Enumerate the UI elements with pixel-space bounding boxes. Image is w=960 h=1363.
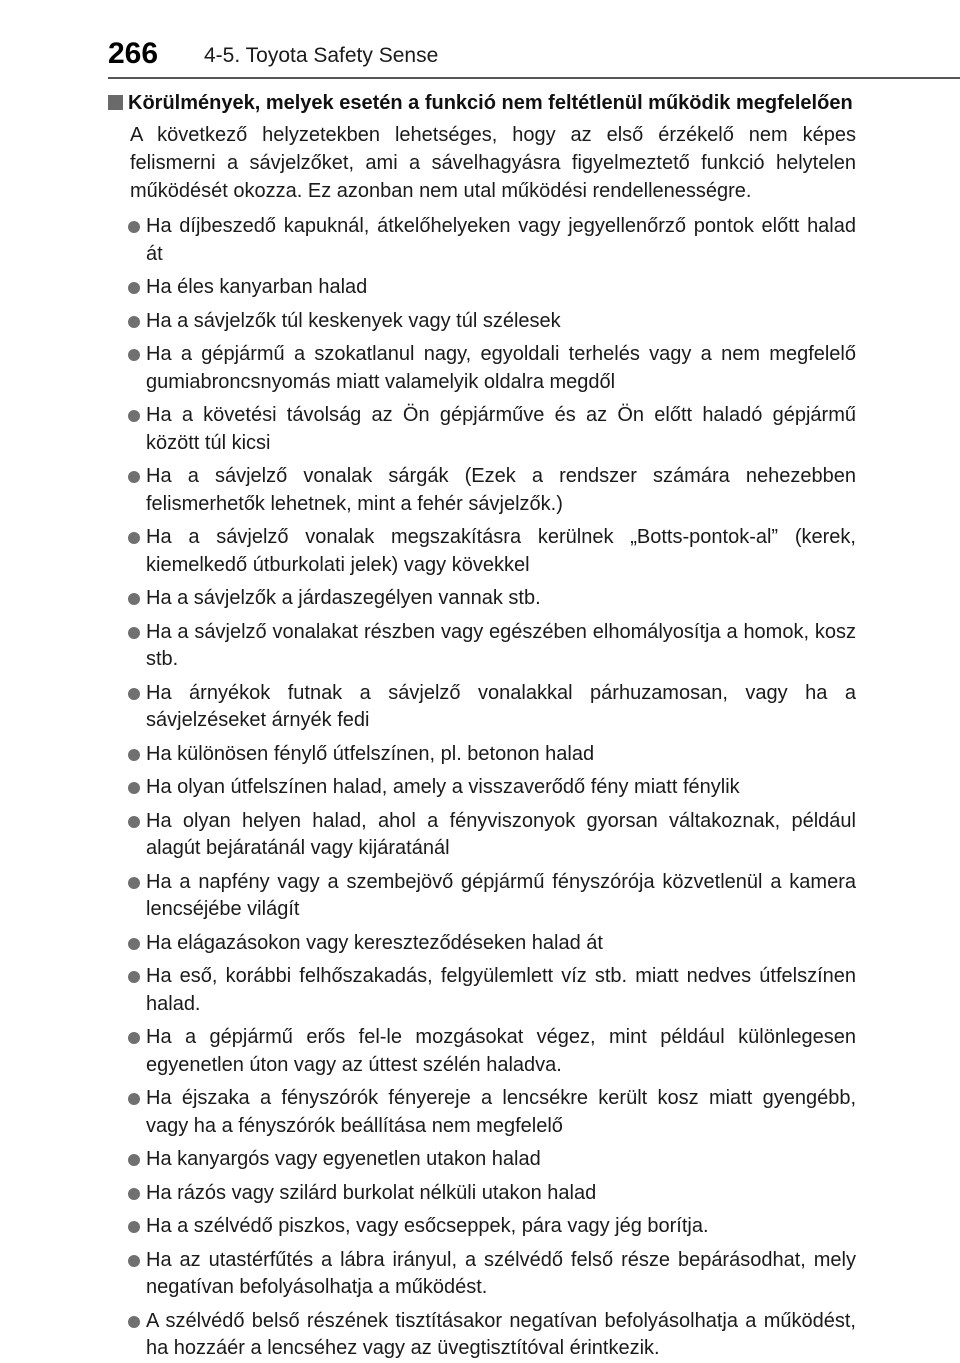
list-item-text: Ha rázós vagy szilárd burkolat nélküli utakon halad: [146, 1181, 597, 1204]
square-bullet-icon: [108, 95, 123, 110]
list-item: [128, 585, 856, 613]
list-item-text: Ha a sávjelző vonalak megszakításra kerülnek „Botts-pontok-al” (kerek, kiemelkedő útburkolati jelek) vagy kövekkel: [146, 526, 856, 576]
bullet-dot-icon: [128, 938, 140, 950]
bullet-dot-icon: [128, 316, 140, 328]
section-title: 4-5. Toyota Safety Sense: [204, 44, 439, 67]
list-item: [128, 1085, 856, 1140]
bullet-dot-icon: [128, 749, 140, 761]
bullet-dot-icon: [128, 971, 140, 983]
bullet-dot-icon: [128, 1255, 140, 1267]
bullet-dot-icon: [128, 1221, 140, 1233]
list-item: [128, 1308, 856, 1363]
list-item-text: Ha a követési távolság az Ön gépjárműve és az Ön előtt haladó gépjármű között túl kicsi: [146, 404, 856, 454]
list-item-text: Ha kanyargós vagy egyenetlen utakon halad: [146, 1148, 541, 1170]
list-item: [128, 869, 856, 924]
list-item-text: Ha a napfény vagy a szembejövő gépjármű fényszórója közvetlenül a kamera lencséjébe világít: [146, 870, 856, 920]
list-item-text: Ha elágazásokon vagy kereszteződéseken halad át: [146, 931, 603, 954]
intro-paragraph: A következő helyzetekben lehetséges, hogy az első érzékelő nem képes felismerni a sávjelzőket, ami a sávelhagyásra figyelmeztető funkció helytelen működését okozza. Ez azonban nem utal működési rendellenességre.: [130, 124, 856, 202]
page-header: [0, 0, 960, 80]
list-item: [128, 308, 856, 336]
bullet-dot-icon: [128, 1316, 140, 1328]
list-item-text: Ha a sávjelző vonalakat részben vagy egészében elhomályosítja a homok, kosz stb.: [146, 620, 856, 670]
header-divider: [108, 77, 960, 79]
list-item: [128, 680, 856, 735]
list-item-text: A szélvédő belső részének tisztításakor negatívan befolyásolhatja a működést, ha hozzáér a lencséhez vagy az üvegtisztítóval érintkezik.: [146, 1309, 856, 1359]
list-item-text: Ha különösen fénylő útfelszínen, pl. betonon halad: [146, 742, 595, 765]
section-heading: [108, 89, 856, 117]
bullet-dot-icon: [128, 593, 140, 605]
list-item: [128, 741, 856, 769]
list-item: [128, 774, 856, 802]
condition-list: [108, 213, 856, 1363]
list-item: [128, 619, 856, 674]
list-item: [128, 524, 856, 579]
list-item-text: Ha a sávjelzők a járdaszegélyen vannak stb.: [146, 587, 541, 609]
list-item-text: Ha a sávjelzők túl keskenyek vagy túl szélesek: [146, 309, 561, 332]
list-item: [128, 213, 856, 268]
list-item: [128, 930, 856, 958]
list-item-text: Ha árnyékok futnak a sávjelző vonalakkal párhuzamosan, vagy ha a sávjelzéseket árnyék fedi: [146, 681, 856, 731]
list-item-text: Ha éles kanyarban halad: [146, 276, 368, 298]
bullet-dot-icon: [128, 282, 140, 294]
list-item: [128, 1247, 856, 1302]
bullet-dot-icon: [128, 1093, 140, 1105]
list-item-text: Ha eső, korábbi felhőszakadás, felgyülemlett víz stb. miatt nedves útfelszínen halad.: [146, 965, 856, 1015]
section-heading-text: Körülmények, melyek esetén a funkció nem feltétlenül működik megfelelően: [128, 92, 853, 114]
list-item: [128, 1213, 856, 1241]
list-item-text: Ha olyan útfelszínen halad, amely a visszaverődő fény miatt fénylik: [146, 776, 740, 798]
bullet-dot-icon: [128, 1032, 140, 1044]
bullet-dot-icon: [128, 471, 140, 483]
list-item: [128, 1146, 856, 1174]
bullet-dot-icon: [128, 782, 140, 794]
bullet-dot-icon: [128, 688, 140, 700]
list-item: [128, 274, 856, 302]
bullet-dot-icon: [128, 877, 140, 889]
list-item-text: Ha a gépjármű erős fel-le mozgásokat végez, mint például különlegesen egyenetlen úton vagy az úttest szélén haladva.: [146, 1026, 856, 1076]
list-item-text: Ha az utastérfűtés a lábra irányul, a szélvédő felső része bepárásodhat, mely negatívan befolyásolhatja a működést.: [146, 1248, 856, 1298]
bullet-dot-icon: [128, 532, 140, 544]
bullet-dot-icon: [128, 349, 140, 361]
list-item: [128, 463, 856, 518]
list-item: [128, 1024, 856, 1079]
list-item: [128, 1180, 856, 1208]
bullet-dot-icon: [128, 221, 140, 233]
list-item-text: Ha a gépjármű a szokatlanul nagy, egyoldali terhelés vagy a nem megfelelő gumiabroncsnyomás miatt valamelyik oldalra megdől: [146, 343, 856, 393]
bullet-dot-icon: [128, 627, 140, 639]
list-item-text: Ha díjbeszedő kapuknál, átkelőhelyeken vagy jegyellenőrző pontok előtt halad át: [146, 215, 856, 265]
list-item-text: Ha olyan helyen halad, ahol a fényviszonyok gyorsan váltakoznak, például alagút bejáratánál vagy kijáratánál: [146, 809, 856, 859]
list-item: [128, 341, 856, 396]
bullet-dot-icon: [128, 1154, 140, 1166]
main-content: [108, 89, 856, 1363]
bullet-dot-icon: [128, 410, 140, 422]
bullet-dot-icon: [128, 816, 140, 828]
list-item-text: Ha a sávjelző vonalak sárgák (Ezek a rendszer számára nehezebben felismerhetők lehetnek, mint a fehér sávjelzők.): [146, 465, 856, 515]
list-item: [128, 963, 856, 1018]
list-item-text: Ha a szélvédő piszkos, vagy esőcseppek, pára vagy jég borítja.: [146, 1215, 709, 1237]
list-item: [128, 402, 856, 457]
page-number: 266: [108, 37, 159, 70]
list-item: [128, 808, 856, 863]
list-item-text: Ha éjszaka a fényszórók fényereje a lencsékre került kosz miatt gyengébb, vagy ha a fényszórók beállítása nem megfelelő: [146, 1087, 856, 1137]
bullet-dot-icon: [128, 1188, 140, 1200]
